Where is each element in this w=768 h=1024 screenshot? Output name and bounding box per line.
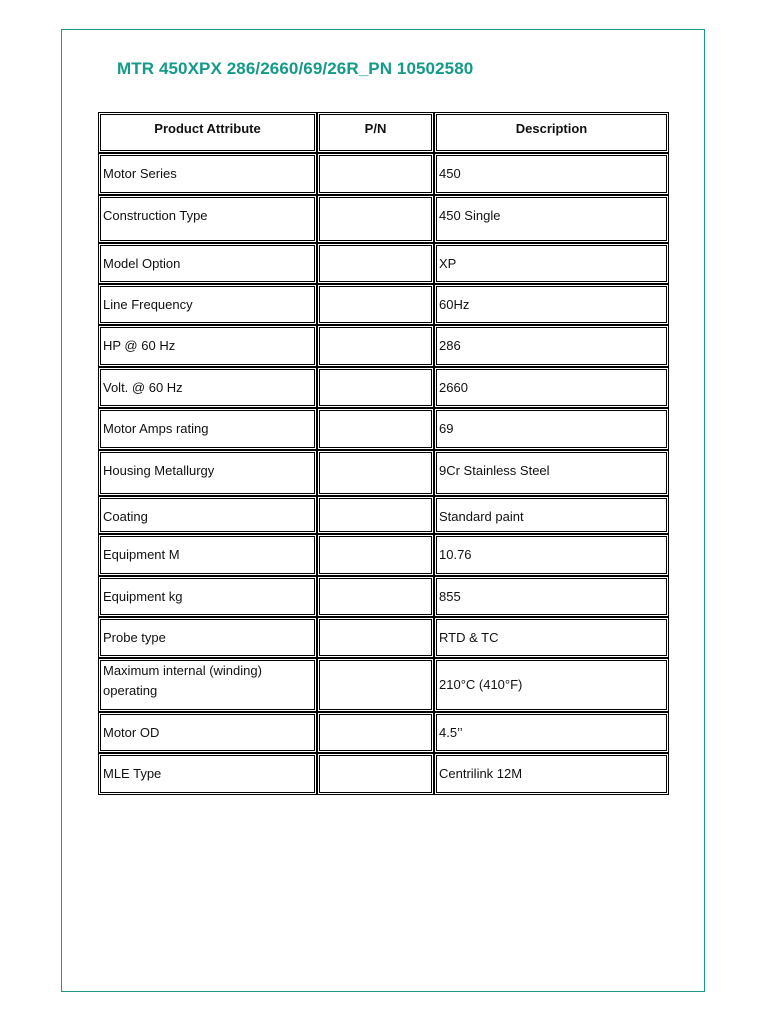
description-cell: 450 Single <box>434 195 669 243</box>
attribute-cell: Equipment M <box>98 534 317 576</box>
header-product-attribute: Product Attribute <box>98 112 317 153</box>
pn-cell <box>317 367 434 408</box>
description-cell: 60Hz <box>434 284 669 325</box>
table-row <box>98 367 669 408</box>
description-cell: 450 <box>434 153 669 195</box>
table-row <box>98 243 669 284</box>
attribute-cell: Motor Amps rating <box>98 408 317 450</box>
table-row <box>98 325 669 367</box>
attribute-cell: Volt. @ 60 Hz <box>98 367 317 408</box>
table-row <box>98 284 669 325</box>
pn-cell <box>317 534 434 576</box>
description-cell: Centrilink 12M <box>434 753 669 795</box>
table-row <box>98 408 669 450</box>
pn-cell <box>317 617 434 658</box>
attribute-cell: Coating <box>98 496 317 534</box>
description-cell: 855 <box>434 576 669 617</box>
table-row <box>98 450 669 496</box>
attribute-cell: Model Option <box>98 243 317 284</box>
attribute-cell: Motor OD <box>98 712 317 753</box>
description-cell: 2660 <box>434 367 669 408</box>
pn-cell <box>317 450 434 496</box>
attribute-cell: Maximum internal (winding) operating <box>98 658 317 712</box>
pn-cell <box>317 576 434 617</box>
pn-cell <box>317 243 434 284</box>
description-cell: 9Cr Stainless Steel <box>434 450 669 496</box>
table-row <box>98 153 669 195</box>
table-row <box>98 658 669 712</box>
pn-cell <box>317 325 434 367</box>
pn-cell <box>317 496 434 534</box>
pn-cell <box>317 753 434 795</box>
attribute-cell: MLE Type <box>98 753 317 795</box>
table-row <box>98 534 669 576</box>
description-cell: 210°C (410°F) <box>434 658 669 712</box>
attribute-cell: Equipment kg <box>98 576 317 617</box>
table-row <box>98 753 669 795</box>
pn-cell <box>317 284 434 325</box>
description-cell: RTD & TC <box>434 617 669 658</box>
description-cell: 10.76 <box>434 534 669 576</box>
attribute-cell: Motor Series <box>98 153 317 195</box>
table-row <box>98 712 669 753</box>
attribute-cell: Probe type <box>98 617 317 658</box>
table-row <box>98 195 669 243</box>
description-cell: 69 <box>434 408 669 450</box>
attribute-cell: Line Frequency <box>98 284 317 325</box>
pn-cell <box>317 153 434 195</box>
table-row <box>98 496 669 534</box>
description-cell: 286 <box>434 325 669 367</box>
pn-cell <box>317 712 434 753</box>
header-pn: P/N <box>317 112 434 153</box>
attribute-cell: Housing Metallurgy <box>98 450 317 496</box>
header-description: Description <box>434 112 669 153</box>
attribute-cell: HP @ 60 Hz <box>98 325 317 367</box>
attribute-cell: Construction Type <box>98 195 317 243</box>
table-row <box>98 617 669 658</box>
table-row <box>98 576 669 617</box>
document-title: MTR 450XPX 286/2660/69/26R_PN 10502580 <box>117 59 474 78</box>
description-cell: XP <box>434 243 669 284</box>
product-attributes-table <box>98 112 669 795</box>
pn-cell <box>317 658 434 712</box>
description-cell: 4.5’’ <box>434 712 669 753</box>
pn-cell <box>317 408 434 450</box>
table-header-row <box>98 112 669 153</box>
description-cell: Standard paint <box>434 496 669 534</box>
pn-cell <box>317 195 434 243</box>
